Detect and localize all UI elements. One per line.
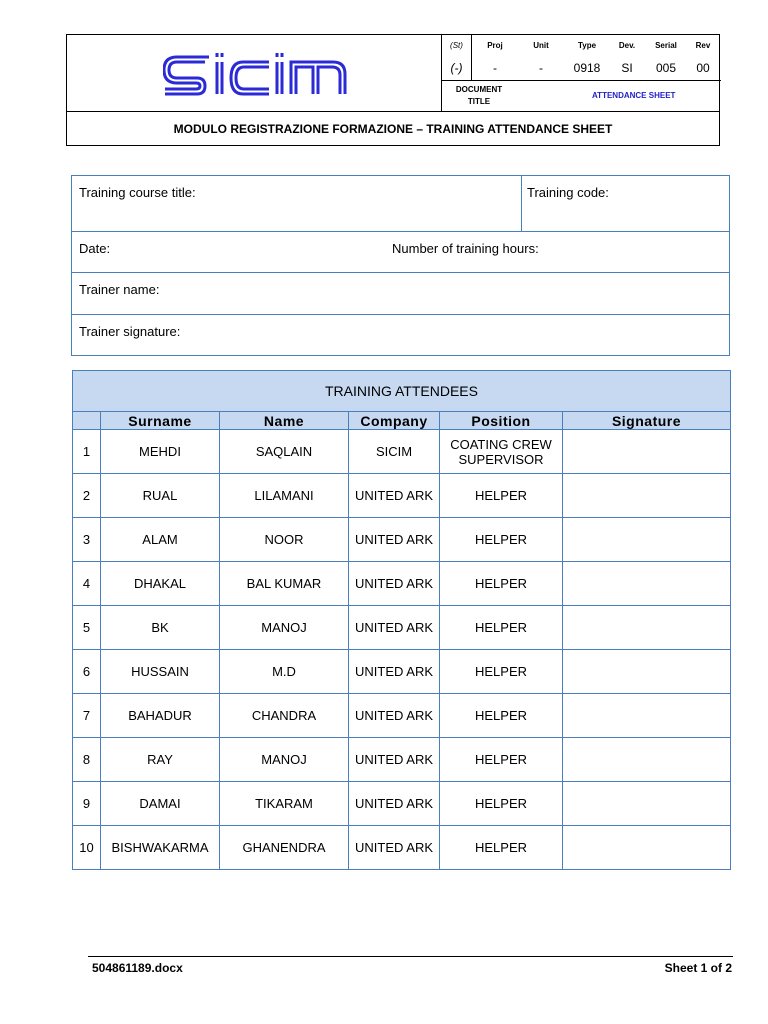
- code-value: SI: [621, 61, 633, 75]
- table-row: [73, 606, 731, 650]
- surname-cell: BISHWAKARMA: [101, 826, 220, 870]
- signature-cell[interactable]: [563, 694, 731, 738]
- course-info-box: [71, 175, 730, 356]
- code-serial: [644, 35, 688, 81]
- date-label: Date:: [79, 241, 111, 256]
- name-cell: M.D: [220, 650, 349, 694]
- code-label: Type: [577, 41, 597, 50]
- position-cell: HELPER: [440, 562, 563, 606]
- code-label: Serial: [655, 41, 677, 50]
- position-cell: HELPER: [440, 738, 563, 782]
- course-title-label: Training course title:: [79, 185, 196, 200]
- position-cell: HELPER: [440, 694, 563, 738]
- position-cell: HELPER: [440, 606, 563, 650]
- col-signature-header: Signature: [563, 412, 731, 430]
- signature-cell[interactable]: [563, 474, 731, 518]
- surname-cell: BAHADUR: [101, 694, 220, 738]
- row-number: 10: [73, 826, 101, 870]
- signature-cell[interactable]: [563, 562, 731, 606]
- code-type: [564, 35, 610, 81]
- date-row: [72, 232, 729, 273]
- company-cell: SICIM: [349, 430, 440, 474]
- surname-cell: BK: [101, 606, 220, 650]
- company-cell: UNITED ARK: [349, 782, 440, 826]
- company-cell: UNITED ARK: [349, 562, 440, 606]
- row-number: 2: [73, 474, 101, 518]
- company-cell: UNITED ARK: [349, 474, 440, 518]
- document-title-row: [442, 81, 721, 111]
- surname-cell: DAMAI: [101, 782, 220, 826]
- document-title-value: ATTENDANCE SHEET: [592, 91, 676, 100]
- row-number: 9: [73, 782, 101, 826]
- name-cell: NOOR: [220, 518, 349, 562]
- table-row: [73, 694, 731, 738]
- trainer-name-label: Trainer name:: [79, 282, 160, 297]
- surname-cell: RUAL: [101, 474, 220, 518]
- code-value: 00: [696, 61, 710, 75]
- code-rev: [688, 35, 718, 81]
- table-row: [73, 782, 731, 826]
- document-header: [66, 34, 720, 146]
- table-row: [73, 650, 731, 694]
- name-cell: MANOJ: [220, 606, 349, 650]
- course-title-row: [72, 176, 729, 232]
- name-cell: SAQLAIN: [220, 430, 349, 474]
- signature-cell[interactable]: [563, 738, 731, 782]
- trainer-name-row: [72, 273, 729, 315]
- code-dev: [610, 35, 644, 81]
- signature-cell[interactable]: [563, 650, 731, 694]
- form-title: MODULO REGISTRAZIONE FORMAZIONE – TRAINING ATTENDANCE SHEET: [67, 111, 719, 145]
- hours-label: Number of training hours:: [392, 241, 539, 256]
- position-cell: HELPER: [440, 826, 563, 870]
- table-row: [73, 518, 731, 562]
- table-row: [73, 474, 731, 518]
- col-number-header: [73, 412, 101, 430]
- table-row: [73, 430, 731, 474]
- code-label: Dev.: [618, 41, 636, 50]
- surname-cell: HUSSAIN: [101, 650, 220, 694]
- position-cell: HELPER: [440, 782, 563, 826]
- sicim-logo: [163, 53, 347, 99]
- document-title-label-line2: TITLE: [467, 97, 491, 106]
- col-surname-header: Surname: [101, 412, 220, 430]
- name-cell: MANOJ: [220, 738, 349, 782]
- company-cell: UNITED ARK: [349, 694, 440, 738]
- divider: [521, 176, 522, 232]
- code-label: (St): [450, 41, 463, 50]
- code-value: -: [493, 61, 497, 75]
- name-cell: GHANENDRA: [220, 826, 349, 870]
- row-number: 5: [73, 606, 101, 650]
- name-cell: BAL KUMAR: [220, 562, 349, 606]
- table-row: [73, 738, 731, 782]
- surname-cell: ALAM: [101, 518, 220, 562]
- code-st: [442, 35, 472, 81]
- code-label: Rev: [695, 41, 711, 50]
- trainer-signature-row: [72, 315, 729, 355]
- course-code-label: Training code:: [527, 185, 609, 200]
- surname-cell: MEHDI: [101, 430, 220, 474]
- company-cell: UNITED ARK: [349, 606, 440, 650]
- code-label: Unit: [533, 41, 549, 50]
- row-number: 4: [73, 562, 101, 606]
- footer-divider: [88, 956, 733, 957]
- position-cell: HELPER: [440, 518, 563, 562]
- col-company-header: Company: [349, 412, 440, 430]
- surname-cell: RAY: [101, 738, 220, 782]
- name-cell: LILAMANI: [220, 474, 349, 518]
- signature-cell[interactable]: [563, 430, 731, 474]
- col-position-header: Position: [440, 412, 563, 430]
- document-title-label: [446, 84, 512, 108]
- footer-sheet-number: Sheet 1 of 2: [664, 961, 732, 975]
- attendees-title: TRAINING ATTENDEES: [73, 371, 731, 412]
- code-unit: [518, 35, 564, 81]
- code-value: 0918: [573, 61, 601, 75]
- trainer-signature-label: Trainer signature:: [79, 324, 181, 339]
- signature-cell[interactable]: [563, 518, 731, 562]
- document-codes: [442, 35, 721, 81]
- name-cell: TIKARAM: [220, 782, 349, 826]
- position-cell: HELPER: [440, 650, 563, 694]
- signature-cell[interactable]: [563, 606, 731, 650]
- footer-filename: 504861189.docx: [92, 961, 183, 975]
- company-cell: UNITED ARK: [349, 826, 440, 870]
- company-cell: UNITED ARK: [349, 650, 440, 694]
- table-row: [73, 826, 731, 870]
- row-number: 8: [73, 738, 101, 782]
- row-number: 7: [73, 694, 101, 738]
- document-title-label-line1: DOCUMENT: [455, 85, 503, 94]
- surname-cell: DHAKAL: [101, 562, 220, 606]
- col-name-header: Name: [220, 412, 349, 430]
- code-value: (-): [450, 61, 463, 75]
- code-proj: [472, 35, 518, 81]
- row-number: 6: [73, 650, 101, 694]
- company-cell: UNITED ARK: [349, 518, 440, 562]
- company-cell: UNITED ARK: [349, 738, 440, 782]
- code-value: -: [539, 61, 543, 75]
- row-number: 3: [73, 518, 101, 562]
- signature-cell[interactable]: [563, 826, 731, 870]
- logo-cell: [67, 35, 442, 111]
- name-cell: CHANDRA: [220, 694, 349, 738]
- attendees-header-row: [73, 412, 731, 430]
- code-label: Proj: [487, 41, 503, 50]
- row-number: 1: [73, 430, 101, 474]
- table-row: [73, 562, 731, 606]
- position-cell: COATING CREW SUPERVISOR: [440, 430, 563, 474]
- signature-cell[interactable]: [563, 782, 731, 826]
- code-value: 005: [655, 61, 677, 75]
- position-cell: HELPER: [440, 474, 563, 518]
- attendees-table: [72, 370, 731, 870]
